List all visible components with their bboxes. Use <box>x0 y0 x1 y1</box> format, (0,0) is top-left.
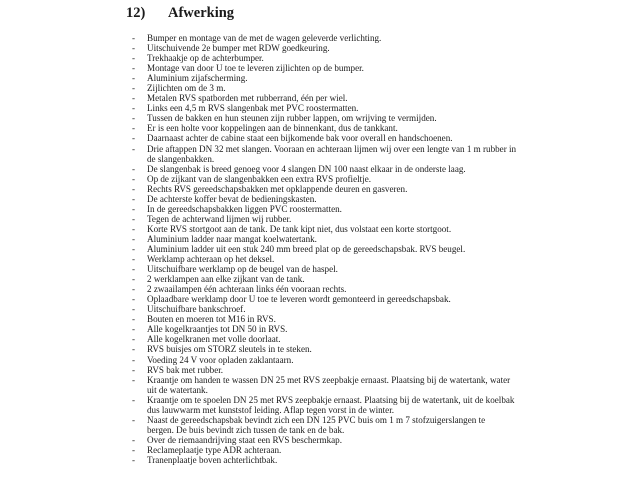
section-number: 12) <box>126 5 146 21</box>
bullet-dash: - <box>132 73 136 84</box>
list-item-text: Reclameplaatje type ADR achteraan. <box>147 444 282 455</box>
list-item-text: Alle kogelkranen met volle doorlaat. <box>147 334 281 345</box>
bullet-dash: - <box>132 254 136 265</box>
bullet-dash: - <box>132 223 136 234</box>
list-item <box>132 73 632 83</box>
list-item <box>132 445 632 455</box>
specification-list <box>132 33 632 465</box>
list-item <box>132 365 632 375</box>
list-item <box>132 254 632 264</box>
list-item-text: Rechts RVS gereedschapsbakken met opklappende deuren en gasveren. <box>147 183 408 194</box>
list-item-text: Aluminium ladder uit een stuk 240 mm breed plat op de gereedschapsbak. RVS beugel. <box>147 243 466 254</box>
bullet-dash: - <box>132 274 136 285</box>
list-item <box>132 123 632 133</box>
list-item <box>132 344 632 354</box>
bullet-dash: - <box>132 444 136 455</box>
list-item-text: Kraantje om te spoelen DN 25 met RVS zeepbakje ernaast. Plaatsing bij de watertank, uit de koelbak <box>147 394 515 405</box>
list-item-text: Over de riemaandrijving staat een RVS beschermkap. <box>147 434 342 445</box>
bullet-dash: - <box>132 243 136 254</box>
list-item-text: In de gereedschapsbakken liggen PVC roostermatten. <box>147 203 342 214</box>
list-item-text: Op de zijkant van de slangenbakken een extra RVS profieltje. <box>147 173 372 184</box>
list-item-text: Zijlichten om de 3 m. <box>147 83 226 94</box>
bullet-dash: - <box>132 294 136 305</box>
list-item-text: Voeding 24 V voor opladen zaklantaarn. <box>147 354 294 365</box>
list-item <box>132 103 632 113</box>
bullet-dash: - <box>132 374 136 385</box>
bullet-dash: - <box>132 43 136 54</box>
list-item-text: Uitschuifbare bankschroef. <box>147 304 246 315</box>
list-item <box>132 324 632 334</box>
list-item <box>132 234 632 244</box>
list-item-text: 2 werklampen aan elke zijkant van de tank. <box>147 274 305 285</box>
list-item <box>132 174 632 184</box>
bullet-dash: - <box>132 304 136 315</box>
bullet-dash: - <box>132 163 136 174</box>
list-item-text: uit de watertank. <box>147 384 208 395</box>
list-item-text: Uitschuivende 2e bumper met RDW goedkeuring. <box>147 43 330 54</box>
list-item-text: De slangenbak is breed genoeg voor 4 slangen DN 100 naast elkaar in de onderste laag. <box>147 163 466 174</box>
list-item-text: Bumper en montage van de met de wagen geleverde verlichting. <box>147 33 382 43</box>
bullet-dash: - <box>132 193 136 204</box>
list-item-text: Uitschuifbare werklamp op de beugel van de haspel. <box>147 264 338 275</box>
list-item <box>132 33 632 43</box>
list-item-text: Montage van door U toe te leveren zijlichten op de bumper. <box>147 63 364 74</box>
section-title: Afwerking <box>168 5 235 21</box>
list-item <box>132 415 632 435</box>
list-item <box>132 244 632 254</box>
list-item-text: De achterste koffer bevat de bedieningskasten. <box>147 193 317 204</box>
list-item <box>132 214 632 224</box>
bullet-dash: - <box>132 454 136 465</box>
list-item <box>132 284 632 294</box>
bullet-dash: - <box>132 33 136 43</box>
list-item <box>132 194 632 204</box>
bullet-dash: - <box>132 83 136 94</box>
bullet-dash: - <box>132 103 136 114</box>
list-item <box>132 334 632 344</box>
bullet-dash: - <box>132 143 136 154</box>
list-item <box>132 113 632 123</box>
section-heading <box>126 5 234 22</box>
list-item <box>132 204 632 214</box>
bullet-dash: - <box>132 53 136 64</box>
list-item <box>132 184 632 194</box>
list-item <box>132 294 632 304</box>
list-item <box>132 83 632 93</box>
bullet-dash: - <box>132 364 136 375</box>
bullet-dash: - <box>132 354 136 365</box>
list-item <box>132 63 632 73</box>
list-item-text: Bouten en moeren tot M16 in RVS. <box>147 314 276 325</box>
bullet-dash: - <box>132 394 136 405</box>
list-item-text: Daarnaast achter de cabine staat een bijkomende bak voor overall en handschoenen. <box>147 133 453 144</box>
list-item-text: de slangenbakken. <box>147 153 215 164</box>
list-item-text: Trekhaakje op de achterbumper. <box>147 53 264 64</box>
list-item <box>132 435 632 445</box>
bullet-dash: - <box>132 173 136 184</box>
bullet-dash: - <box>132 344 136 355</box>
list-item <box>132 93 632 103</box>
list-item-text: Tegen de achterwand lijmen wij rubber. <box>147 213 292 224</box>
list-item <box>132 455 632 465</box>
bullet-dash: - <box>132 284 136 295</box>
list-item-text: Korte RVS stortgoot aan de tank. De tank kipt niet, dus volstaat een korte stortgoot. <box>147 223 452 234</box>
bullet-dash: - <box>132 93 136 104</box>
list-item <box>132 395 632 415</box>
bullet-dash: - <box>132 123 136 134</box>
list-item-text: Metalen RVS spatborden met rubberrand, één per wiel. <box>147 93 348 104</box>
bullet-dash: - <box>132 183 136 194</box>
bullet-dash: - <box>132 324 136 335</box>
list-item-text: Naast de gereedschapsbak bevindt zich een DN 125 PVC buis om 1 m 7 stofzuigerslangen te <box>147 414 486 425</box>
list-item <box>132 53 632 63</box>
bullet-dash: - <box>132 334 136 345</box>
list-item-text: dus lauwwarm met kunststof leiding. Aflap tegen vorst in de winter. <box>147 404 395 415</box>
list-item-text: RVS bak met rubber. <box>147 364 224 375</box>
list-item-text: 2 zwaailampen één achteraan links één vooraan rechts. <box>147 284 347 295</box>
bullet-dash: - <box>132 264 136 275</box>
list-item <box>132 43 632 53</box>
list-item-text: RVS buisjes om STORZ sleutels in te steken. <box>147 344 312 355</box>
list-item <box>132 133 632 143</box>
bullet-dash: - <box>132 414 136 425</box>
bullet-dash: - <box>132 203 136 214</box>
list-item <box>132 164 632 174</box>
list-item <box>132 304 632 314</box>
bullet-dash: - <box>132 434 136 445</box>
bullet-dash: - <box>132 63 136 74</box>
list-item-text: Tranenplaatje boven achterlichtbak. <box>147 454 278 465</box>
list-item-text: bergen. De buis bevindt zich tussen de tank en de bak. <box>147 424 345 435</box>
list-item <box>132 355 632 365</box>
bullet-dash: - <box>132 113 136 124</box>
list-item <box>132 144 632 164</box>
list-item-text: Alle kogelkraantjes tot DN 50 in RVS. <box>147 324 288 335</box>
list-item <box>132 264 632 274</box>
list-item <box>132 314 632 324</box>
bullet-dash: - <box>132 133 136 144</box>
list-item-text: Links een 4,5 m RVS slangenbak met PVC roostermatten. <box>147 103 359 114</box>
list-item <box>132 375 632 395</box>
bullet-dash: - <box>132 233 136 244</box>
list-item-text: Tussen de bakken en hun steunen zijn rubber lappen, om wrijving te vermijden. <box>147 113 437 124</box>
list-item-text: Aluminium ladder naar mangat koelwatertank. <box>147 233 317 244</box>
bullet-dash: - <box>132 314 136 325</box>
list-item-text: Kraantje om handen te wassen DN 25 met RVS zeepbakje ernaast. Plaatsing bij de watertank, water <box>147 374 511 385</box>
list-item-text: Er is een holte voor koppelingen aan de binnenkant, dus de tankkant. <box>147 123 398 134</box>
list-item-text: Oplaadbare werklamp door U toe te leveren wordt gemonteerd in gereedschapsbak. <box>147 294 451 305</box>
list-item <box>132 274 632 284</box>
bullet-dash: - <box>132 213 136 224</box>
list-item-text: Aluminium zijafscherming. <box>147 73 248 84</box>
list-item-text: Drie aftappen DN 32 met slangen. Vooraan en achteraan lijmen wij over een lengte van 1 m rubber in <box>147 143 517 154</box>
list-item-text: Werklamp achteraan op het deksel. <box>147 254 275 265</box>
list-item <box>132 224 632 234</box>
